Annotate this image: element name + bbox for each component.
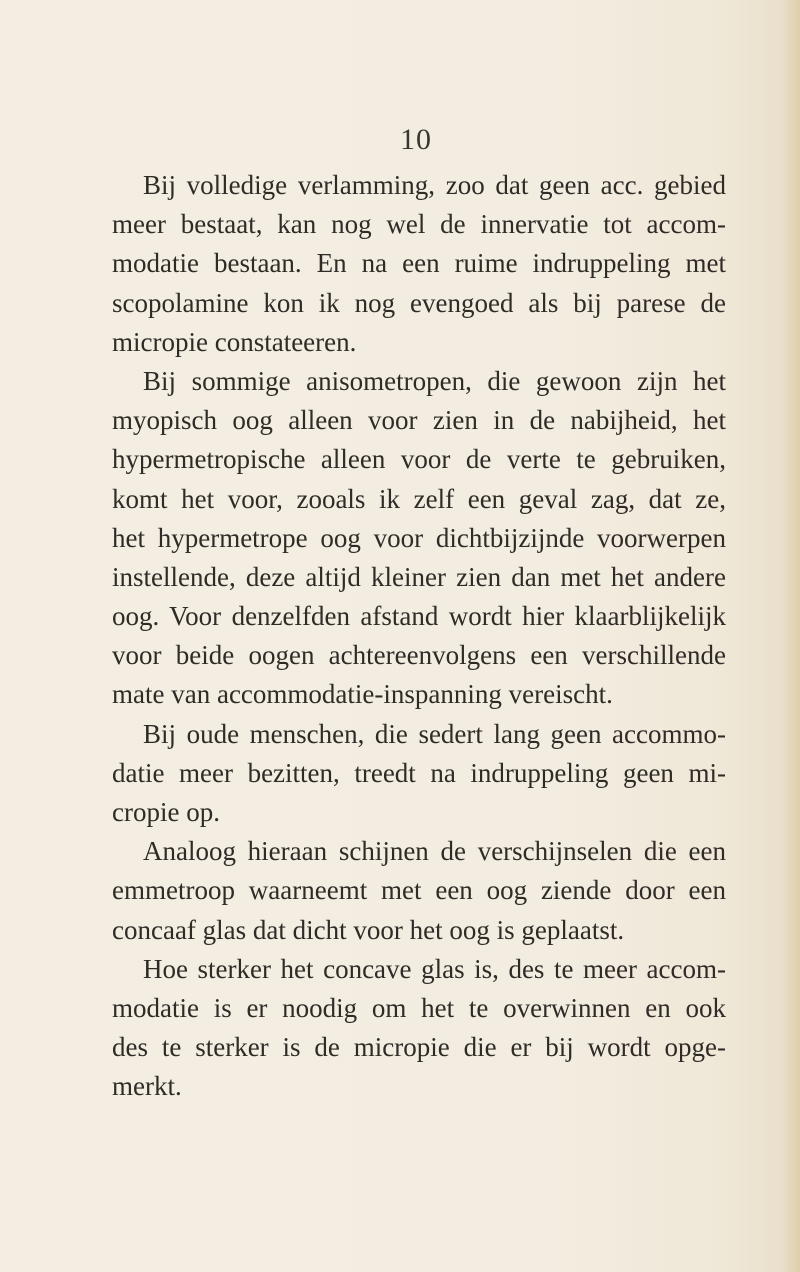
text-line: Analoog hieraan schijnen de verschijnselen die een	[143, 836, 726, 867]
text-line: datie meer bezitten, treedt na indruppeling geen mi-	[112, 757, 726, 788]
text-line: cropie op.	[112, 797, 220, 827]
text-line: myopisch oog alleen voor zien in de nabijheid, het	[112, 405, 726, 436]
text-line: oog. Voor denzelfden afstand wordt hier klaarblijkelijk	[112, 601, 726, 632]
text-line: merkt.	[112, 1071, 182, 1102]
text-line: scopolamine kon ik nog evengoed als bij parese de	[112, 287, 726, 318]
text-line: instellende, deze altijd kleiner zien dan met het andere	[112, 561, 726, 592]
text-line: modatie bestaan. En na een ruime indruppeling met	[112, 248, 726, 279]
text-line: mate van accommodatie-inspanning vereischt.	[112, 679, 613, 710]
text-line: modatie is er noodig om het te overwinnen en ook	[112, 992, 726, 1023]
text-line: Hoe sterker het concave glas is, des te meer accom-	[143, 953, 726, 984]
text-line: micropie constateeren.	[112, 326, 357, 357]
text-line: het hypermetrope oog voor dichtbijzijnde voorwerpen	[112, 522, 726, 553]
text-line: meer bestaat, kan nog wel de innervatie tot accom-	[112, 209, 726, 240]
text-line: emmetroop waarneemt met een oog ziende door een	[112, 875, 726, 906]
text-line: Bij sommige anisometropen, die gewoon zijn het	[143, 365, 726, 396]
text-line: concaaf glas dat dicht voor het oog is geplaatst.	[112, 914, 625, 945]
text-line: Bij oude menschen, die sedert lang geen accommo-	[143, 718, 726, 749]
page-edge-shadow	[782, 0, 800, 1272]
text-line: des te sterker is de micropie die er bij wordt opge-	[112, 1032, 726, 1063]
body-text	[112, 166, 726, 1107]
text-line: komt het voor, zooals ik zelf een geval zag, dat ze,	[112, 483, 726, 514]
text-line: hypermetropische alleen voor de verte te gebruiken,	[112, 444, 726, 475]
text-line: voor beide oogen achtereenvolgens een verschillende	[112, 640, 726, 671]
text-line: Bij volledige verlamming, zoo dat geen acc. gebied	[143, 170, 726, 200]
page-number: 10	[400, 123, 432, 156]
